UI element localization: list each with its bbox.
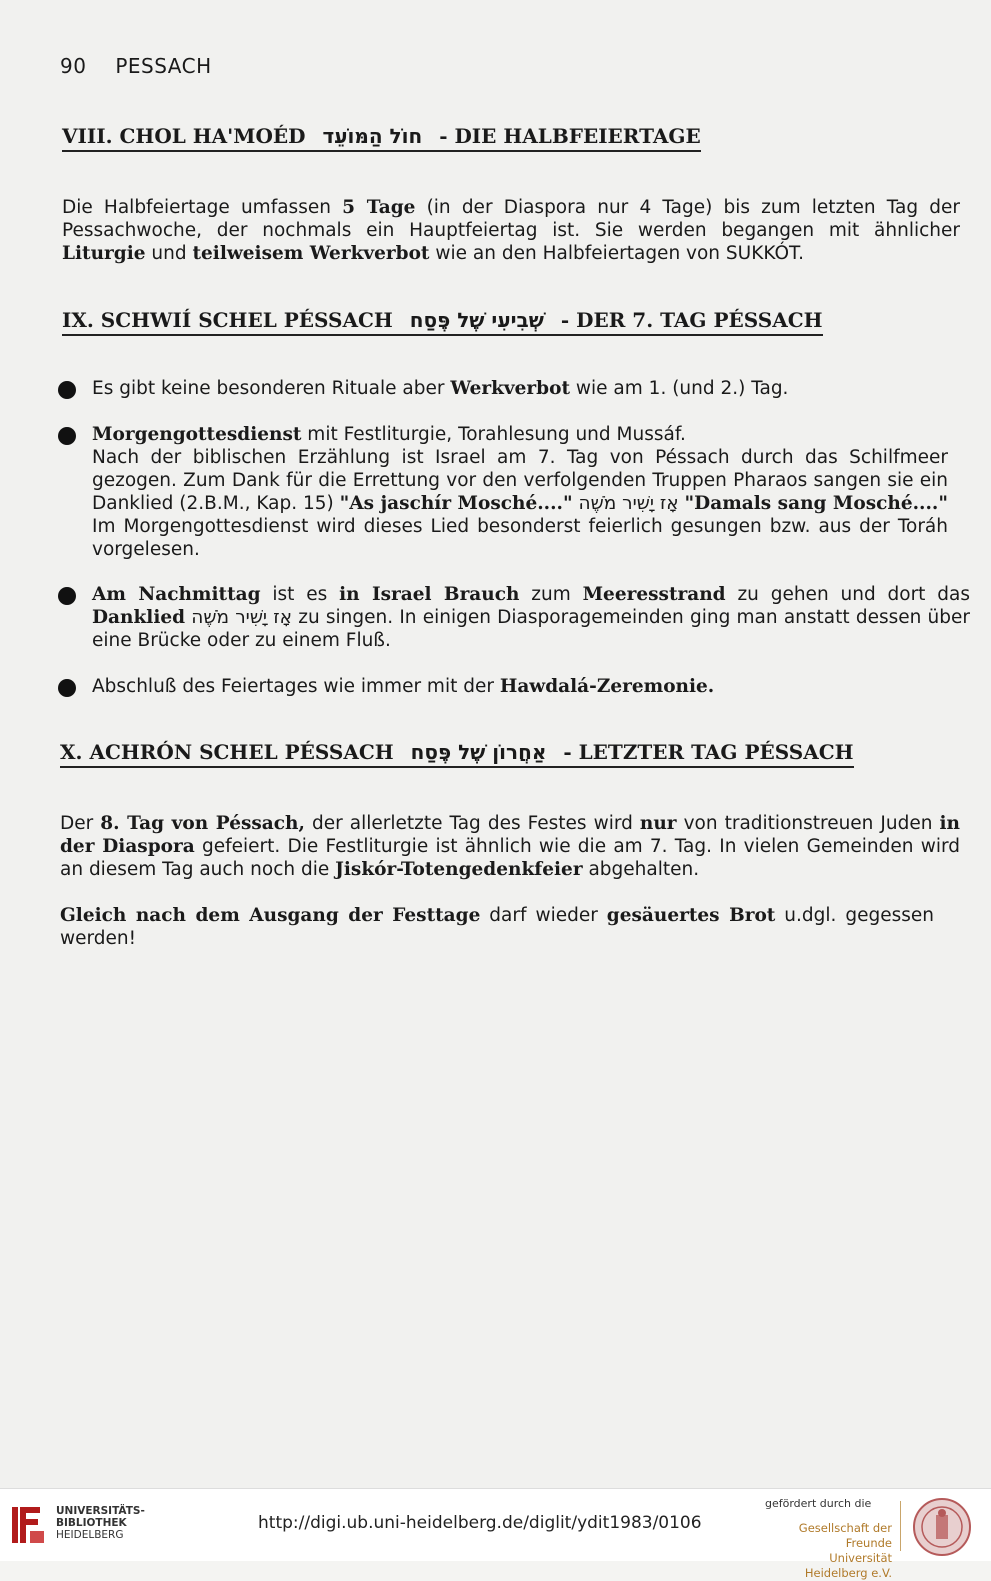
paragraph-gesaeuertes-brot: Gleich nach dem Ausgang der Festtage darf wieder gesäuertes Brot u.dgl. gegessen werden! [60,905,934,949]
hebrew-phrase: אָז יָשִׁיר מֹשֶׁה [578,493,679,514]
paragraph-achter-tag: Der 8. Tag von Péssach, der allerletzte Tag des Festes wird nur von traditionstreuen Juden in der Diaspora gefeiert. Die Festliturgie ist ähnlich wie die am 7. Tag. In vielen Gemeinden wird an diesem Tag auch noch die Jiskór-Totengedenkfeier abgehalten. [60,813,960,880]
bullet-item-morgengottesdienst: Morgengottesdienst mit Festliturgie, Torahlesung und Mussáf. Nach der biblischen Erzählung ist Israel am 7. Tag von Péssach durch das Schilfmeer gezogen. Zum Dank für die Errettung vor den verfolgenden Truppen Pharaos sangen sie ein Danklied (2.B.M., Kap. 15) "As jaschír Mosché...." אָז יָשִׁיר מֹשֶׁה "Damals sang Mosché...." Im Morgengottesdienst wird dieses Lied besonderst feierlich gesungen bzw. aus der Toráh vorgelesen. [92,424,949,560]
bullet-item-werkverbot: Es gibt keine besonderen Rituale aber Werkverbot wie am 1. (und 2.) Tag. [92,378,789,399]
bullet-item-hawdala: Abschluß des Feiertages wie immer mit der Hawdalá-Zeremonie. [92,676,715,697]
heading-text: - LETZTER TAG PÉSSACH [563,740,854,764]
sponsor-label: gefördert durch die [765,1497,872,1510]
page-number: 90 [60,54,87,78]
heading-hebrew: אַחֲרוֹן שֶׁל פֶּסַח [410,740,547,764]
bullet-dot [58,679,76,697]
running-title: PESSACH [115,54,212,78]
university-seal-icon [912,1497,972,1557]
library-logo-icon [10,1503,48,1547]
page-header [60,54,234,78]
permalink-url[interactable]: http://digi.ub.uni-heidelberg.de/diglit/ydit1983/0106 [258,1513,702,1533]
heading-hebrew: חוֹל הַמּוֹעֵד [322,124,423,148]
bullet-dot [58,427,76,445]
sponsor-name: Gesellschaft der Freunde Universität Heidelberg e.V. [798,1521,892,1580]
paragraph-halbfeiertage: Die Halbfeiertage umfassen 5 Tage (in der Diaspora nur 4 Tage) bis zum letzten Tag der Pessachwoche, der nochmals ein Hauptfeiertag ist. Sie werden begangen mit ähnlicher Liturgie und teilweisem Werkverbot wie an den Halbfeiertagen von SUKKÓT. [62,197,960,264]
hebrew-phrase: אָז יָשִׁיר מֹשֶׁה [191,607,293,628]
section-heading-ix [62,308,823,336]
section-heading-viii [62,124,701,152]
footer-divider [900,1501,901,1551]
heading-hebrew: שְׁבִיעִי שֶׁל פֶּסַח [409,308,544,332]
bullet-dot [58,587,76,605]
library-name: UNIVERSITÄTS- BIBLIOTHEK HEIDELBERG [56,1505,145,1541]
bullet-item-nachmittag: Am Nachmittag ist es in Israel Brauch zum Meeresstrand zu gehen und dort das Danklied אָז יָשִׁיר מֹשֶׁה zu singen. In einigen Diasporagemeinden ging man anstatt dessen über eine Brücke oder zu einem Fluß. [92,584,970,651]
heading-text: - DER 7. TAG PÉSSACH [560,308,823,332]
footer-bar [0,1488,991,1580]
heading-text: IX. SCHWIÍ SCHEL PÉSSACH [62,308,393,332]
bullet-dot [58,381,76,399]
section-heading-x [60,740,854,768]
heading-text: - DIE HALBFEIERTAGE [439,124,701,148]
heading-text: X. ACHRÓN SCHEL PÉSSACH [60,740,394,764]
heading-text: VIII. CHOL HA'MOÉD [62,124,306,148]
